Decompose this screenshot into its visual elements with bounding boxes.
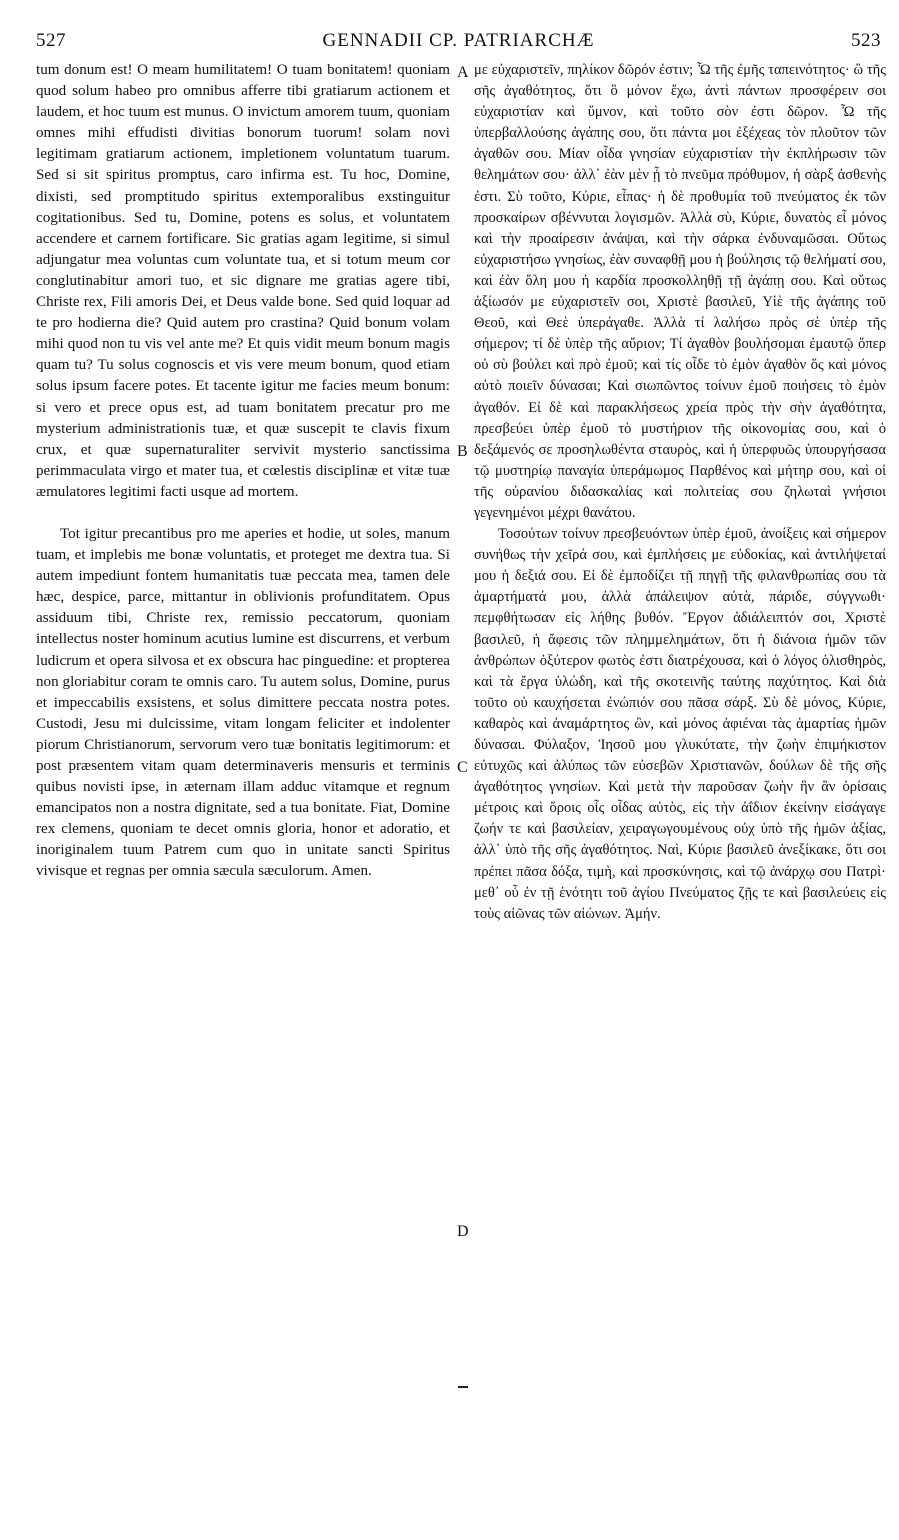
running-title: GENNADII CP. PATRIARCHÆ xyxy=(322,30,595,51)
page-header xyxy=(36,30,881,58)
footer-rule xyxy=(458,1386,468,1388)
section-marker-d: D xyxy=(457,1223,469,1240)
page-number-right: 523 xyxy=(851,30,881,51)
greek-column xyxy=(474,60,886,925)
section-marker-a: A xyxy=(457,64,469,81)
greek-paragraph-2: Τοσούτων τοίνυν πρεσβευόντων ὑπὲρ ἐμοῦ, ἀνοίξεις καὶ σήμερον συνήθως τὴν χεῖρά σου, καὶ ἐμπλήσεις με εὐδοκίας, καὶ ἀντιλήψεταί μου ἡ δεξιά σου. Εἰ δὲ ἐμποδίζει τῇ πηγῇ τῆς φιλανθρωπίας σου τὰ ἁμαρτήματά μου, ἀλλὰ ἀπάλειψον αὐτὰ, πάριδε, σύγγνωθι· πεμφθήτωσαν εἰς λήθης βυθόν. Ἔργον ἀδιάλειπτόν σοι, Χριστὲ βασιλεῦ, ἡ ἄφεσις τῶν πλημμελημάτων, ὅτι ἡ διάνοια ἡμῶν τῶν ἀνθρώπων ὀξύτερον φωτὸς ἐστι διατρέχουσα, καὶ ὁ λόγος ὀλισθηρὸς, καὶ τὰ ἔργα ὑλώδη, καὶ τῆς σκοτεινῆς ταύτης παχύτητος. Καὶ διὰ τοῦτο οὐ καυχήσεται ἐνώπιόν σου πᾶσα σάρξ. Σὺ δὲ μόνος, Κύριε, καθαρὸς καὶ ἀναμάρτητος ὢν, καὶ μόνος ἀφιέναι τὰς ἁμαρτίας ἡμῶν δύνασαι. Φύλαξον, Ἰησοῦ μου γλυκύτατε, τὴν ζωὴν ἐπιμήκιστον εὐτυχῶς καὶ ἀλύπως τῶν εὐσεβῶν Χριστιανῶν, δούλων δὲ τῆς σῆς ἀγαθότητος γνησίων. Καὶ μετὰ τὴν παροῦσαν ζωὴν ἣν ἂν ὁρίσαις μέτροις καὶ ὅροις οἷς οἶδας αὐτὸς, εἰς τὴν ἀΐδιον ἐκείνην εἰσάγαγε ζωήν τε καὶ βασιλείαν, χειραγωγουμένους οὐχ ὑπὸ τῆς ἡμῶν ἀξίας, ἀλλ᾽ ὑπὸ τῆς σῆς ἀγαθότητος. Ναὶ, Κύριε βασιλεῦ ἀνεξίκακε, ὅτι σοι πρέπει πᾶσα δόξα, τιμὴ, καὶ προσκύνησις, καὶ τῷ ἀνάρχῳ σου Πατρὶ· μεθ᾽ οὗ ἐν τῇ ἑνότητι τοῦ ἁγίου Πνεύματος ζῇς τε καὶ βασιλεύεις εἰς τοὺς αἰῶνας τῶν αἰώνων. Ἀμήν. xyxy=(474,526,886,922)
latin-paragraph-1: tum donum est! O meam humilitatem! O tuam bonitatem! quoniam quod solum habeo pro omnibus afferre tibi gratiarum actionem et laudem, et hoc tuum est munus. O invictum amorem tuum, quoniam omnes mihi effudisti divitias bonorum tuorum! solam novi legitimam gratiarum actionem, impletionem voluntatum tuarum. Sed si sit spiritus promptus, caro infirma est. Tu hoc, Domine, dixisti, sed promptitudo spiritus extemporalibus exstinguitur cogitationibus. Sed tu, Domine, potens es solus, et voluntatem accendere et carnem fortificare. Sic gratias agam legitime, si simul adjungatur mea voluntas cum voluntate tua, et si totum meum cor conglutinabitur amori tuo, et sic dignare me gratias agere tibi, Christe rex, Fili amoris Dei, et Deus valde bone. Sed quid loquar ad te pro hodierna die? Quid autem pro crastina? Quid bonum volam mihi quod non tu vis vel ante me? Et quis vidit meum bonum magis quam tu? Tu solus cognoscis et vis vere meum bonum, quod etiam solus ipsum facere potes. Et tacente igitur me facies meum bonum: si vero et prece opus est, ad tuam bonitatem precatur pro me mysterium administrationis tuæ, et quæ suscepit te clavis fixum crux, et quæ supernaturaliter servivit mysterio sanctissima perimmaculata virgo et mater tua, et cœlestis disciplinæ et vitæ tuæ æmulatores legitimi facti usque ad mortem. xyxy=(36,62,450,500)
page-number-left: 527 xyxy=(36,30,66,51)
greek-paragraph-1: με εὐχαριστεῖν, πηλίκον δῶρόν ἐστιν; Ὦ τῆς ἐμῆς ταπεινότητος· ὢ τῆς σῆς ἀγαθότητος, ὅτι ὃ μόνον ἔχω, ἀντὶ πάντων προσφέρειν σοι εὐχαριστίαν καὶ ὕμνον, καὶ τοῦτο σὸν ἐστι δῶρον. Ὦ τῆς ὑπερβαλλούσης ἀγάπης σου, ὅτι πάντα μοι ἐξέχεας τὸν πλοῦτον τῶν ἀγαθῶν σου. Μίαν οἶδα γνησίαν εὐχαριστίαν τὴν ἐκπλήρωσιν τῶν θελημάτων σου· ἀλλ᾽ ἐὰν μὲν ᾖ τὸ πνεῦμα πρόθυμον, ἡ σὰρξ ἀσθενὴς ἐστι. Σὺ τοῦτο, Κύριε, εἶπας· ἡ δὲ προθυμία τοῦ πνεύματος ἐκ τῶν προσκαίρων σβέννυται λογισμῶν. Ἀλλὰ σὺ, Κύριε, δυνατὸς εἶ μόνος καὶ τὴν προαίρεσιν ἀνάψαι, καὶ τὴν σάρκα ἐνδυναμῶσαι. Οὕτως εὐχαριστήσω γνησίως, ἐὰν συναφθῇ μου ἡ βούλησις τῷ θελήματί σου, καὶ ἐὰν ὅλη μου ἡ καρδία προσκολληθῇ τῇ ἀγάπῃ σου. Καὶ οὕτως ἀξίωσόν με εὐχαριστεῖν σοι, Χριστὲ βασιλεῦ, Υἱὲ τῆς ἀγάπης τοῦ Θεοῦ, καὶ Θεὲ ὑπεράγαθε. Ἀλλὰ τί λαλήσω πρὸς σὲ ὑπὲρ τῆς σήμερον; τί δὲ ὑπὲρ τῆς αὔριον; Τί ἀγαθὸν βουλήσομαι ἐμαυτῷ ὅπερ οὐ σὺ βούλει καὶ πρὸ ἐμοῦ; καὶ τίς οἶδε τὸ ἐμὸν ἀγαθὸν ὅς καὶ μόνος αὐτὸ ποιεῖν δύνασαι; Καὶ σιωπῶντος τοίνυν ἐμοῦ ποιήσεις τὸ ἐμὸν ἀγαθόν. Εἰ δὲ καὶ παρακλήσεως χρεία πρὸς τὴν σὴν ἀγαθότητα, πρεσβεύει ὑπὲρ ἐμοῦ τὸ μυστήριον τῆς οἰκονομίας σου, καὶ ὁ δεξάμενός σε προσηλωθέντα σταυρὸς, καὶ ἡ ὑπερφυῶς ὑπουργήσασα τῷ μυστηρίῳ παναγία ὑπεράμωμος Παρθένος καὶ μήτηρ σου, καὶ οἱ τῆς οὐρανίου διδασκαλίας καὶ πολιτείας σου ζηλωταὶ γνήσιοι γεγενημένοι μέχρι θανάτου. xyxy=(474,62,886,521)
latin-paragraph-2: Tot igitur precantibus pro me aperies et hodie, ut soles, manum tuam, et implebis me bonæ voluntatis, et proteget me dextra tua. Si autem impediunt fontem humanitatis tuæ peccata mea, tamen dele hæc, despice, parce, mittantur in oblivionis profunditatem. Opus assiduum tibi, Christe rex, remissio peccatorum, quoniam intellectus noster hominum acutius lumine est discurrens, et verbum ludicrum et opera silvosa et ex obscura hac pinguedine: et propterea non gloriabitur coram te omnis caro. Tu autem solus, Domine, purus et impeccabilis exsistens, et solus dimittere peccata nostra potes. Custodi, Jesu mi dulcissime, vitam longam feliciter et indolenter piorum Christianorum, servorum vero tuæ bonitatis legitimorum: et post præsentem vitam quam determinaveris mensuris et terminis quibus novisti ipse, in æternam illam adduc vitamque et regnum emancipatos non a nostra dignitate, sed a tua bonitate. Fiat, Domine rex clemens, quoniam te decet omnis gloria, honor et adoratio, et inoriginalem tuum Patrem cum quo in unitate sancti Spiritus vivisque et regnas per omnia sæcula sæculorum. Amen. xyxy=(36,525,450,880)
section-marker-c: C xyxy=(457,759,468,776)
latin-column xyxy=(36,60,450,883)
section-marker-b: B xyxy=(457,443,468,460)
